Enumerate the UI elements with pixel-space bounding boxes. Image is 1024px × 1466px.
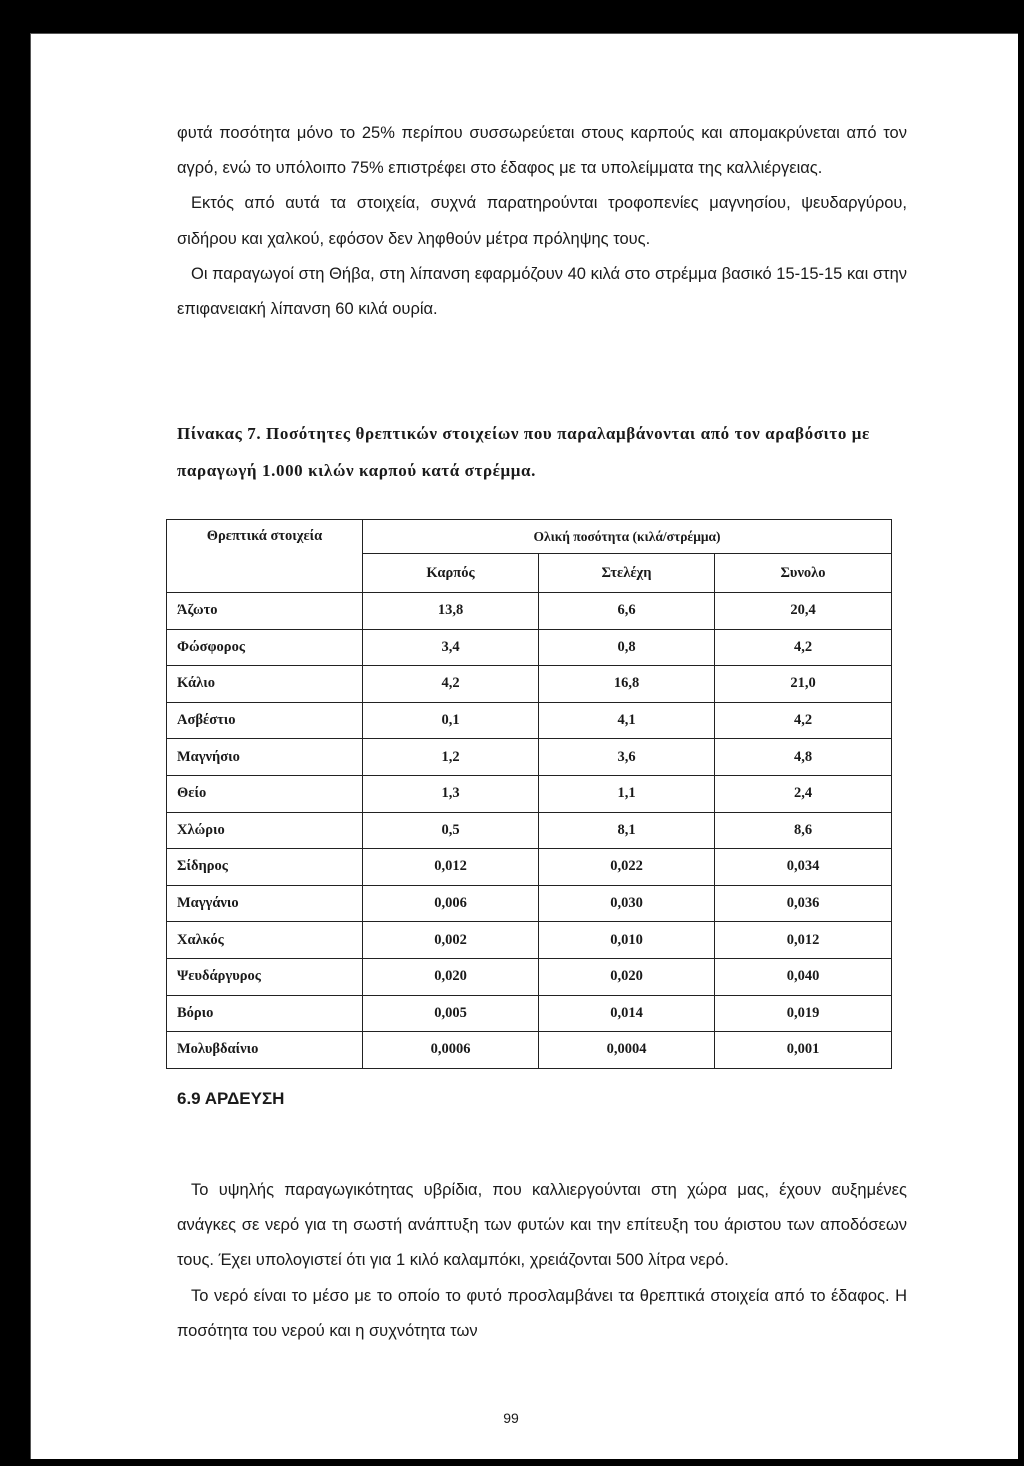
intro-text <box>177 116 907 327</box>
table-caption: Πίνακας 7. Ποσότητες θρεπτικών στοιχείων που παραλαμβάνονται από τον αραβόσιτο με παραγωγή 1.000 κιλών καρπού κατά στρέμμα. <box>177 424 870 480</box>
document-page <box>30 33 1018 1459</box>
header-total: Συνολο <box>715 554 892 593</box>
grain-value-cell: 0,006 <box>363 885 539 922</box>
header-stems: Στελέχη <box>539 554 715 593</box>
table-row <box>167 958 892 995</box>
paragraph: Εκτός από αυτά τα στοιχεία, συχνά παρατηρούνται τροφοπενίες μαγνησίου, ψευδαργύρου, σιδήρου και χαλκού, εφόσον δεν ληφθούν μέτρα πρόληψης τους. <box>177 194 907 248</box>
table-row <box>167 995 892 1032</box>
nutrient-name-cell: Σίδηρος <box>167 849 363 886</box>
nutrient-name-cell: Μαγνήσιο <box>167 739 363 776</box>
total-value-cell: 4,2 <box>715 702 892 739</box>
grain-value-cell: 4,2 <box>363 666 539 703</box>
table-row <box>167 849 892 886</box>
grain-value-cell: 13,8 <box>363 593 539 630</box>
stems-value-cell: 0,022 <box>539 849 715 886</box>
stems-value-cell: 0,0004 <box>539 1032 715 1069</box>
paragraph: Οι παραγωγοί στη Θήβα, στη λίπανση εφαρμόζουν 40 κιλά στο στρέμμα βασικό 15-15-15 και στην επιφανειακή λίπανση 60 κιλά ουρία. <box>177 264 907 319</box>
table-body <box>167 593 892 1069</box>
nutrient-name-cell: Χλώριο <box>167 812 363 849</box>
stems-value-cell: 3,6 <box>539 739 715 776</box>
total-value-cell: 0,036 <box>715 885 892 922</box>
stems-value-cell: 1,1 <box>539 775 715 812</box>
section-text <box>177 1173 907 1349</box>
paragraph: Το νερό είναι το μέσο με το οποίο το φυτό προσλαμβάνει τα θρεπτικά στοιχεία από το έδαφος. Η ποσότητα του νερού και η συχνότητα των <box>177 1286 907 1340</box>
nutrient-name-cell: Μαγγάνιο <box>167 885 363 922</box>
page-number: 99 <box>503 1410 519 1426</box>
stems-value-cell: 0,010 <box>539 922 715 959</box>
total-value-cell: 20,4 <box>715 593 892 630</box>
total-value-cell: 0,034 <box>715 849 892 886</box>
total-value-cell: 21,0 <box>715 666 892 703</box>
grain-value-cell: 0,1 <box>363 702 539 739</box>
stems-value-cell: 0,030 <box>539 885 715 922</box>
table-row <box>167 1032 892 1069</box>
header-grain: Καρπός <box>363 554 539 593</box>
total-value-cell: 4,2 <box>715 629 892 666</box>
grain-value-cell: 0,012 <box>363 849 539 886</box>
nutrient-name-cell: Ψευδάργυρος <box>167 958 363 995</box>
table-row <box>167 885 892 922</box>
header-total-quantity: Ολική ποσότητα (κιλά/στρέμμα) <box>363 520 892 554</box>
table-row <box>167 593 892 630</box>
total-value-cell: 4,8 <box>715 739 892 776</box>
table-row <box>167 629 892 666</box>
grain-value-cell: 3,4 <box>363 629 539 666</box>
nutrient-name-cell: Θείο <box>167 775 363 812</box>
stems-value-cell: 0,014 <box>539 995 715 1032</box>
table-row <box>167 775 892 812</box>
table-row <box>167 666 892 703</box>
grain-value-cell: 1,2 <box>363 739 539 776</box>
stems-value-cell: 6,6 <box>539 593 715 630</box>
total-value-cell: 2,4 <box>715 775 892 812</box>
table-row <box>167 812 892 849</box>
grain-value-cell: 0,005 <box>363 995 539 1032</box>
grain-value-cell: 0,020 <box>363 958 539 995</box>
section-heading: 6.9 ΑΡΔΕΥΣΗ <box>177 1089 285 1108</box>
nutrient-name-cell: Μολυβδαίνιο <box>167 1032 363 1069</box>
paragraph: φυτά ποσότητα μόνο το 25% περίπου συσσωρεύεται στους καρπούς και απομακρύνεται από τον αγρό, ενώ το υπόλοιπο 75% επιστρέφει στο έδαφος με τα υπολείμματα της καλλιέργειας. <box>177 124 907 178</box>
grain-value-cell: 0,002 <box>363 922 539 959</box>
grain-value-cell: 1,3 <box>363 775 539 812</box>
header-nutrient: Θρεπτικά στοιχεία <box>167 520 363 593</box>
nutrient-name-cell: Κάλιο <box>167 666 363 703</box>
total-value-cell: 8,6 <box>715 812 892 849</box>
stems-value-cell: 8,1 <box>539 812 715 849</box>
nutrient-name-cell: Άζωτο <box>167 593 363 630</box>
table-row <box>167 739 892 776</box>
grain-value-cell: 0,5 <box>363 812 539 849</box>
table-row <box>167 922 892 959</box>
nutrient-name-cell: Φώσφορος <box>167 629 363 666</box>
nutrient-name-cell: Χαλκός <box>167 922 363 959</box>
stems-value-cell: 4,1 <box>539 702 715 739</box>
stems-value-cell: 0,8 <box>539 629 715 666</box>
nutrient-name-cell: Ασβέστιο <box>167 702 363 739</box>
grain-value-cell: 0,0006 <box>363 1032 539 1069</box>
total-value-cell: 0,012 <box>715 922 892 959</box>
total-value-cell: 0,019 <box>715 995 892 1032</box>
nutrient-table <box>166 519 892 1069</box>
paragraph: Το υψηλής παραγωγικότητας υβρίδια, που καλλιεργούνται στη χώρα μας, έχουν αυξημένες ανάγκες σε νερό για τη σωστή ανάπτυξη των φυτών και την επίτευξη του άριστου των αποδόσεων τους. Έχει υπολογιστεί ότι για 1 κιλό καλαμπόκι, χρειάζονται 500 λίτρα νερό. <box>177 1181 907 1270</box>
total-value-cell: 0,001 <box>715 1032 892 1069</box>
stems-value-cell: 16,8 <box>539 666 715 703</box>
total-value-cell: 0,040 <box>715 958 892 995</box>
table-row <box>167 702 892 739</box>
stems-value-cell: 0,020 <box>539 958 715 995</box>
nutrient-name-cell: Βόριο <box>167 995 363 1032</box>
